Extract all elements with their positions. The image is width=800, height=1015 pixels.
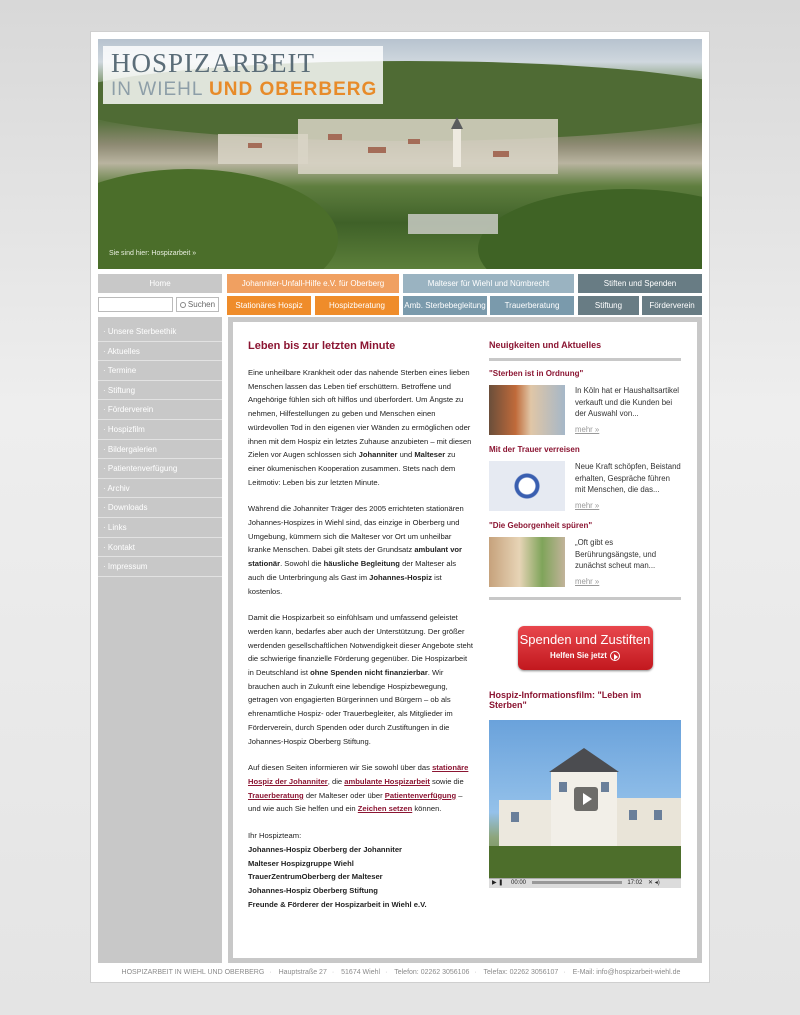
church-tower (453, 129, 461, 167)
logo-subtitle (111, 79, 377, 101)
building-flat (408, 214, 498, 234)
link-zeichen-setzen[interactable]: Zeichen setzen (357, 804, 413, 814)
more-link[interactable]: mehr » (575, 424, 600, 434)
house-wing (617, 798, 681, 852)
sidebar-item-downloads[interactable]: · Downloads (98, 498, 222, 518)
site-logo[interactable] (103, 46, 383, 104)
more-link[interactable]: mehr » (575, 576, 600, 586)
play-icon[interactable] (574, 787, 598, 811)
news-heading[interactable]: "Die Geborgenheit spüren" (489, 521, 593, 530)
town-area-left (218, 134, 308, 164)
news-item (489, 461, 681, 511)
logo-subtitle-b: UND OBERBERG (209, 79, 378, 100)
link-patientenverfuegung[interactable]: Patientenverfügung (384, 790, 457, 800)
sidebar-item-stiftung[interactable]: · Stiftung (98, 381, 222, 401)
video-progress-track[interactable] (532, 881, 622, 884)
video-controls[interactable] (489, 878, 681, 888)
article-title: Leben bis zur letzten Minute (248, 340, 396, 352)
video-title: Hospiz-Informationsfilm: "Leben im Sterben" (489, 690, 642, 710)
nav-hospizberatung[interactable]: Hospizberatung (315, 296, 399, 315)
news-item (489, 537, 681, 587)
sidebar-item-aktuelles[interactable]: · Aktuelles (98, 342, 222, 362)
video-time-total: 17:02 (627, 880, 643, 886)
search-input[interactable] (98, 297, 173, 312)
sidebar-item-archiv[interactable]: · Archiv (98, 479, 222, 499)
footer-email[interactable]: E-Mail: info@hospizarbeit-wiehl.de (572, 969, 681, 976)
news-title: Neuigkeiten und Aktuelles (489, 340, 602, 350)
footer-org: HOSPIZARBEIT IN WIEHL UND OBERBERG (121, 969, 265, 976)
logo-title: HOSPIZARBEIT (111, 48, 316, 78)
team-item: Freunde & Förderer der Hospizarbeit in Wiehl e.V. (248, 899, 427, 909)
donate-sublabel: Helfen Sie jetzt (518, 651, 653, 661)
news-thumbnail[interactable] (489, 385, 565, 435)
team-item: TrauerZentrumOberberg der Malteser (248, 872, 383, 882)
team-item: Malteser Hospizgruppe Wiehl (248, 858, 354, 868)
sidebar-item-foerderverein[interactable]: · Förderverein (98, 400, 222, 420)
news-thumbnail[interactable] (489, 537, 565, 587)
nav-foerderverein[interactable]: Förderverein (642, 296, 702, 315)
link-ambulante-hospizarbeit[interactable]: ambulante Hospizarbeit (344, 776, 430, 786)
house-side (499, 800, 551, 852)
volume-icon[interactable]: ✕ ◂) (648, 880, 660, 886)
news-item (489, 385, 681, 435)
roof (248, 143, 262, 148)
sidebar-item-links[interactable]: · Links (98, 518, 222, 538)
team-intro: Ihr Hospizteam: (248, 831, 302, 841)
article-paragraph-2: Während die Johanniter Träger des 2005 errichteten stationären Johannes-Hospizes in Wiehl sind, das einzige in Oberberg und Umgebung, kümmern sich die Malteser vor Ort um unheilbar kranke Menschen. Dabei gilt stets der Grundsatz ambulant vor stationär. Sowohl die häusliche Begleitung der Malteser als auch die Unterbringung als Gast im Johannes-Hospiz ist kostenlos. (248, 504, 464, 596)
sidebar-item-patientenverfuegung[interactable]: · Patientenverfügung (98, 459, 222, 479)
nav-stiften[interactable]: Stiften und Spenden (578, 274, 702, 293)
video-player[interactable] (489, 720, 681, 888)
news-thumbnail[interactable] (489, 461, 565, 511)
footer-phone: Telefon: 02262 3056106 (394, 969, 470, 976)
nav-stationaer[interactable]: Stationäres Hospiz (227, 296, 311, 315)
nav-home[interactable]: Home (98, 274, 222, 293)
roof (408, 139, 420, 144)
nav-trauerberatung[interactable]: Trauerberatung (490, 296, 574, 315)
window (654, 810, 662, 820)
donate-label: Spenden und Zustiften (519, 632, 651, 647)
sidebar-item-kontakt[interactable]: · Kontakt (98, 538, 222, 558)
footer: HOSPIZARBEIT IN WIEHL UND OBERBERG · Hauptstraße 27 · 51674 Wiehl · Telefon: 02262 3056106 · Telefax: 02262 3056107 · E-Mail: info@hospizarbeit-wiehl.de (121, 969, 681, 976)
arrow-circle-icon (610, 651, 620, 661)
main-article (248, 340, 473, 911)
window (629, 810, 637, 820)
header-banner (98, 39, 702, 269)
team-item: Johannes-Hospiz Oberberg der Johanniter (248, 844, 403, 854)
news-text: „Oft gibt es Berührungsängste, und zunächst scheut man... mehr » (575, 537, 681, 587)
logo-subtitle-a: IN WIEHL (111, 79, 203, 100)
breadcrumb: Sie sind hier: Hospizarbeit » (109, 250, 197, 257)
team-item: Johannes-Hospiz Oberberg Stiftung (248, 885, 378, 895)
news-text: In Köln hat er Haushaltsartikel verkauft und die Kunden bei der Auswahl von... mehr » (575, 386, 680, 434)
footer-city: 51674 Wiehl (341, 969, 381, 976)
nav-johanniter[interactable]: Johanniter-Unfall-Hilfe e.V. für Oberberg (227, 274, 399, 293)
foreground-trees-right (478, 189, 702, 269)
sidebar-item-termine[interactable]: · Termine (98, 361, 222, 381)
right-column (489, 340, 681, 888)
nav-malteser[interactable]: Malteser für Wiehl und Nümbrecht (403, 274, 574, 293)
content-panel (233, 322, 697, 958)
hedge (489, 846, 681, 878)
search-button-label: Suchen (187, 300, 216, 309)
news-text: Neue Kraft schöpfen, Beistand erhalten, Gespräche führen mit Menschen, die das... mehr » (575, 462, 681, 510)
roof (328, 134, 342, 140)
article-paragraph-1: Eine unheilbare Krankheit oder das nahende Sterben eines lieben Menschen lassen das Leben tief erschüttern. Betroffene und Angehörige fühlen sich oft hilflos und überfordert. Um Ängste zu nehmen, Hilfestellungen zu geben und Menschen einen würdevollen Tod in den eigenen vier Wänden zu ermöglichen oder ihnen mit dem Hospiz ein letztes Zuhause anzubieten – mit diesen Zielen vor Augen schlossen sich Johanniter und Malteser zu einer ökumenischen Kooperation zusammen. Stets nach dem Leitmotiv: Leben bis zur letzten Minute. (248, 368, 472, 487)
more-link[interactable]: mehr » (575, 500, 600, 510)
footer-street: Hauptstraße 27 (278, 969, 327, 976)
donate-button[interactable] (518, 626, 653, 670)
sidebar-item-sterbeethik[interactable]: · Unsere Sterbeethik (98, 322, 222, 342)
town-area (298, 119, 558, 174)
window (559, 782, 567, 792)
sidebar-item-bildergalerien[interactable]: · Bildergalerien (98, 440, 222, 460)
window (601, 782, 609, 792)
link-trauerberatung[interactable]: Trauerberatung (248, 790, 304, 800)
article-paragraph-3: Damit die Hospizarbeit so einfühlsam und umfassend geleistet werden kann, bedarfes aber auch der Unterstützung. Der größer werdenden gesellschaftlichen Notwendigkeit dieser Angebote steht die schwierige finanzielle Förderung gegenüber. Die Hospizarbeit in Deutschland ist ohne Spenden nicht finanzierbar. Wir brauchen auch in Zukunft eine lebendige Hospizbewegung, getragen von engagierten Bürgerinnen und Bürgern – ob als ehrenamtliche Hospiz- oder Trauerbegleiter, als Mitglieder im Förderverein, durch Spenden oder durch Zustiftungen in die Johannes-Hospiz Oberberg Stiftung. (248, 613, 474, 746)
divider (489, 597, 681, 600)
page-frame (90, 31, 710, 983)
news-heading[interactable]: "Sterben ist in Ordnung" (489, 369, 584, 378)
footer-fax: Telefax: 02262 3056107 (483, 969, 559, 976)
house-roof (549, 748, 619, 772)
news-heading[interactable]: Mit der Trauer verreisen (489, 445, 580, 454)
sidebar-item-hospizfilm[interactable]: · Hospizfilm (98, 420, 222, 440)
content-wrapper (228, 317, 702, 963)
nav-amb-sterbebegleitung[interactable]: Amb. Sterbebegleitung (403, 296, 487, 315)
sidebar-item-impressum[interactable]: · Impressum (98, 557, 222, 577)
article-paragraph-4: Auf diesen Seiten informieren wir Sie sowohl über das stationäre Hospiz der Johanniter, die ambulante Hospizarbeit sowie die Trauerberatung der Malteser oder über Patientenverfügung – und wie auch Sie helfen und ein Zeichen setzen können. (248, 763, 469, 814)
video-time-current: 00:00 (510, 880, 526, 886)
nav-stiftung[interactable]: Stiftung (578, 296, 639, 315)
search-icon (180, 302, 186, 308)
roof (368, 147, 386, 153)
link-stationaeres-hospiz[interactable]: stationäre Hospiz der Johanniter (248, 763, 469, 786)
divider (489, 358, 681, 361)
roof (493, 151, 509, 157)
search-button[interactable] (176, 297, 219, 312)
window (511, 812, 519, 822)
sidebar (98, 317, 222, 963)
play-small-icon[interactable]: ▶ ❚ (492, 880, 504, 886)
